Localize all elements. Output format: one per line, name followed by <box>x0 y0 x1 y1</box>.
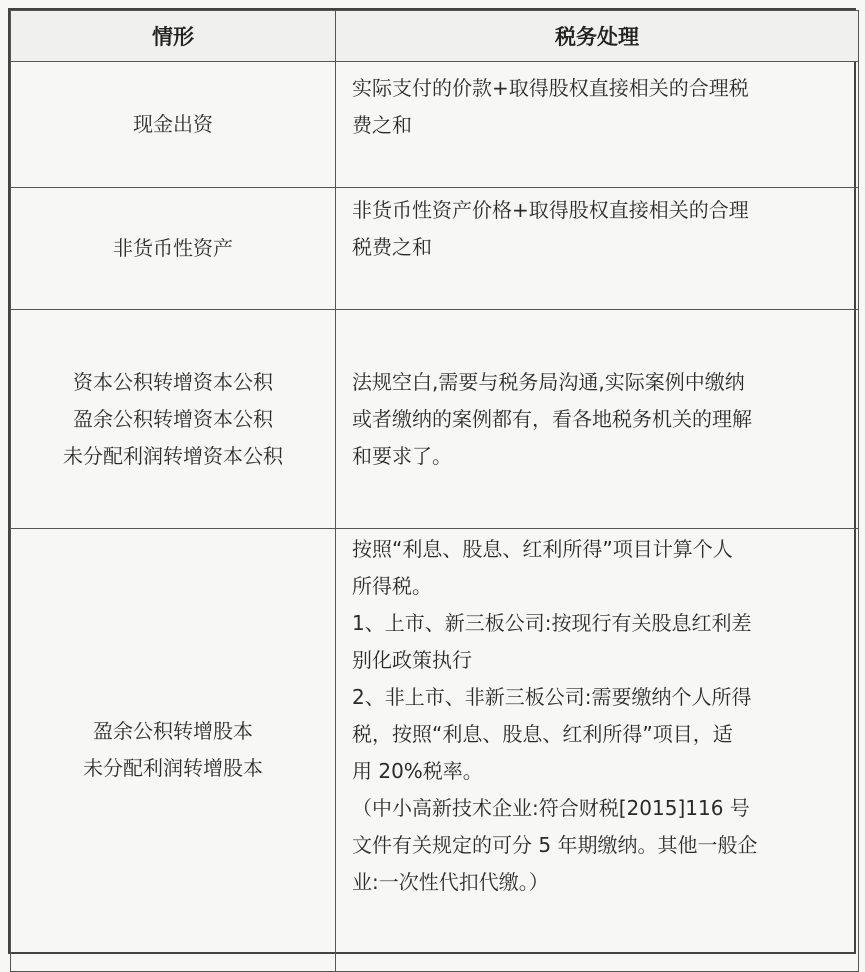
table-row <box>11 188 859 310</box>
treatment-text: 实际支付的价款+取得股权直接相关的合理税 <box>352 76 749 100</box>
treatment-text: 1、上市、新三板公司:按现行有关股息红利差 <box>352 611 752 635</box>
treatment-cell <box>336 529 859 972</box>
situation-text: 盈余公积转增资本公积 <box>73 406 273 431</box>
situation-text: 盈余公积转增股本 <box>93 719 253 743</box>
treatment-text: 税，按照“利息、股息、红利所得”项目，适 <box>352 722 733 746</box>
situation-cell <box>11 529 336 972</box>
header-tax-treatment: 税务处理 <box>336 11 859 62</box>
situation-text: 资本公积转增资本公积 <box>73 369 273 394</box>
treatment-cell <box>336 310 859 529</box>
treatment-text: 非货币性资产价格+取得股权直接相关的合理 <box>352 198 749 222</box>
treatment-text: 按照“利息、股息、红利所得”项目计算个人 <box>352 537 733 561</box>
situation-cell <box>11 62 336 188</box>
treatment-text: 费之和 <box>352 113 412 137</box>
treatment-text: （中小高新技术企业:符合财税[2015]116 号 <box>352 796 750 820</box>
situation-text: 未分配利润转增资本公积 <box>63 443 283 468</box>
treatment-text: 税费之和 <box>352 235 432 259</box>
situation-text: 未分配利润转增股本 <box>83 756 263 780</box>
treatment-text: 或者缴纳的案例都有，看各地税务机关的理解 <box>352 406 752 431</box>
treatment-cell <box>336 188 859 310</box>
tax-treatment-table <box>10 10 859 972</box>
situation-text: 非货币性资产 <box>113 236 233 260</box>
situation-cell <box>11 188 336 310</box>
treatment-text: 2、非上市、非新三板公司:需要缴纳个人所得 <box>352 685 752 709</box>
table-row <box>11 529 859 972</box>
treatment-text: 文件有关规定的可分 5 年期缴纳。其他一般企 <box>352 833 758 857</box>
treatment-cell <box>336 62 859 188</box>
table-header-row <box>11 11 859 62</box>
treatment-text: 业:一次性代扣代缴。） <box>352 870 549 894</box>
treatment-text: 别化政策执行 <box>352 648 472 672</box>
situation-text: 现金出资 <box>133 112 213 136</box>
treatment-text: 所得税。 <box>352 574 432 598</box>
treatment-text: 法规空白,需要与税务局沟通,实际案例中缴纳 <box>352 369 745 394</box>
table-row <box>11 62 859 188</box>
treatment-text: 用 20%税率。 <box>352 759 483 783</box>
table-row <box>11 310 859 529</box>
header-situation: 情形 <box>11 11 336 62</box>
treatment-text: 和要求了。 <box>352 443 452 468</box>
tax-treatment-table-container <box>8 8 856 954</box>
situation-cell <box>11 310 336 529</box>
